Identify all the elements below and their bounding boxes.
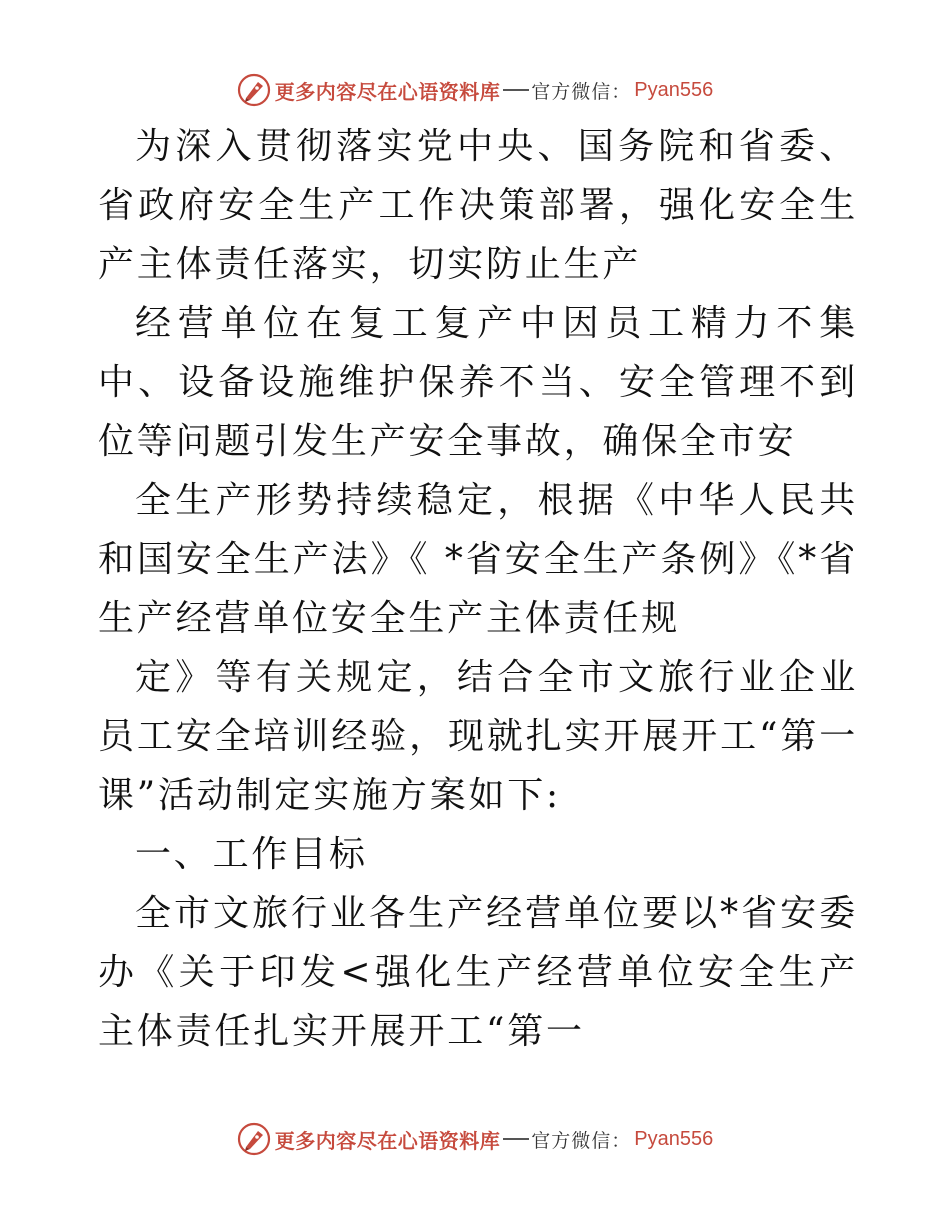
watermark-dash <box>503 89 529 91</box>
document-body <box>98 117 858 1061</box>
watermark-header <box>0 70 950 110</box>
watermark-dash <box>503 1138 529 1140</box>
watermark-footer <box>0 1119 950 1159</box>
body-paragraph: 为深入贯彻落实党中央、国务院和省委、省政府安全生产工作决策部署，强化安全生产主体责任落实，切实防止生产 <box>98 126 858 285</box>
watermark-wechat-id: Pyan556 <box>634 78 714 101</box>
watermark-official-label: 官方微信 <box>531 1129 612 1152</box>
watermark-brand-text: 更多内容尽在心语资料库 <box>274 1128 501 1153</box>
pen-nib-logo-icon <box>237 73 271 107</box>
watermark-official-label: 官方微信 <box>531 80 612 103</box>
section-heading: 一、工作目标 <box>135 834 368 875</box>
watermark-wechat-id: Pyan556 <box>634 1127 714 1150</box>
body-paragraph: 经营单位在复工复产中因员工精力不集中、设备设施维护保养不当、安全管理不到位等问题引发生产安全事故，确保全市安 <box>98 303 858 462</box>
body-paragraph: 全市文旅行业各生产经营单位要以*省安委办《关于印发<强化生产经营单位安全生产主体责任扎实开展开工“第一 <box>98 893 858 1052</box>
pen-nib-logo-icon <box>237 1122 271 1156</box>
body-paragraph: 全生产形势持续稳定，根据《中华人民共和国安全生产法》《 *省安全生产条例》《*省生产经营单位安全生产主体责任规 <box>98 480 858 639</box>
watermark-colon: ： <box>611 1129 631 1152</box>
body-paragraph: 定》等有关规定，结合全市文旅行业企业员工安全培训经验，现就扎实开展开工“第一课”活动制定实施方案如下: <box>98 657 858 816</box>
watermark-brand-text: 更多内容尽在心语资料库 <box>274 79 501 104</box>
watermark-colon: ： <box>611 80 631 103</box>
